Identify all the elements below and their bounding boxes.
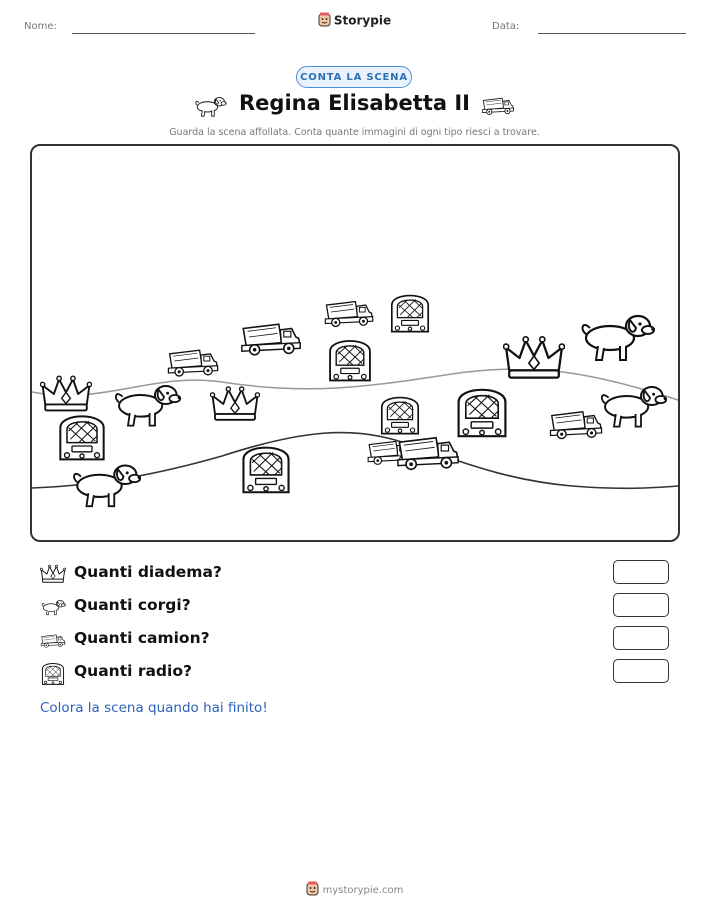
corgi-icon xyxy=(40,594,66,620)
corgi-icon xyxy=(110,376,182,432)
page-title: Regina Elisabetta II xyxy=(239,91,470,115)
crown-icon xyxy=(40,374,92,414)
radio-icon xyxy=(389,288,431,336)
radio-icon xyxy=(379,390,421,438)
crown-icon xyxy=(210,382,260,426)
question-row xyxy=(40,561,680,587)
crown-icon xyxy=(503,330,565,386)
answer-box[interactable] xyxy=(613,560,669,584)
counting-scene xyxy=(30,144,680,542)
corgi-icon xyxy=(596,378,668,432)
brand-name: Storypie xyxy=(333,13,392,28)
question-text: Quanti diadema? xyxy=(74,563,222,581)
truck-icon xyxy=(481,93,515,117)
corgi-icon xyxy=(68,456,142,512)
question-text: Quanti corgi? xyxy=(74,596,191,614)
footer-url[interactable]: mystorypie.com xyxy=(322,885,404,896)
coloring-note: Colora la scena quando hai finito! xyxy=(40,700,268,716)
date-line[interactable] xyxy=(538,33,686,34)
question-row xyxy=(40,627,680,653)
footer xyxy=(0,881,709,899)
radio-icon xyxy=(240,440,292,496)
storypie-logo-icon xyxy=(306,881,319,899)
question-text: Quanti radio? xyxy=(74,662,192,680)
radio-icon xyxy=(455,382,509,440)
corgi-icon xyxy=(576,306,656,366)
truck-icon xyxy=(239,314,303,360)
question-text: Quanti camion? xyxy=(74,629,210,647)
answer-box[interactable] xyxy=(613,626,669,650)
name-label: Nome: xyxy=(24,21,57,32)
storypie-logo-icon xyxy=(318,12,331,30)
instructions: Guarda la scena affollata. Conta quante immagini di ogni tipo riesci a trovare. xyxy=(169,127,540,138)
name-line[interactable] xyxy=(72,33,255,34)
radio-icon xyxy=(327,334,373,384)
truck-icon xyxy=(323,294,375,330)
question-row xyxy=(40,594,680,620)
brand xyxy=(0,12,709,30)
answer-box[interactable] xyxy=(613,593,669,617)
question-row xyxy=(40,660,680,686)
date-label: Data: xyxy=(492,21,520,32)
section-badge: CONTA LA SCENA xyxy=(296,66,412,88)
truck-icon xyxy=(40,627,66,653)
radio-icon xyxy=(40,660,66,686)
truck-icon xyxy=(166,342,220,380)
answer-box[interactable] xyxy=(613,659,669,683)
crown-icon xyxy=(40,561,66,587)
